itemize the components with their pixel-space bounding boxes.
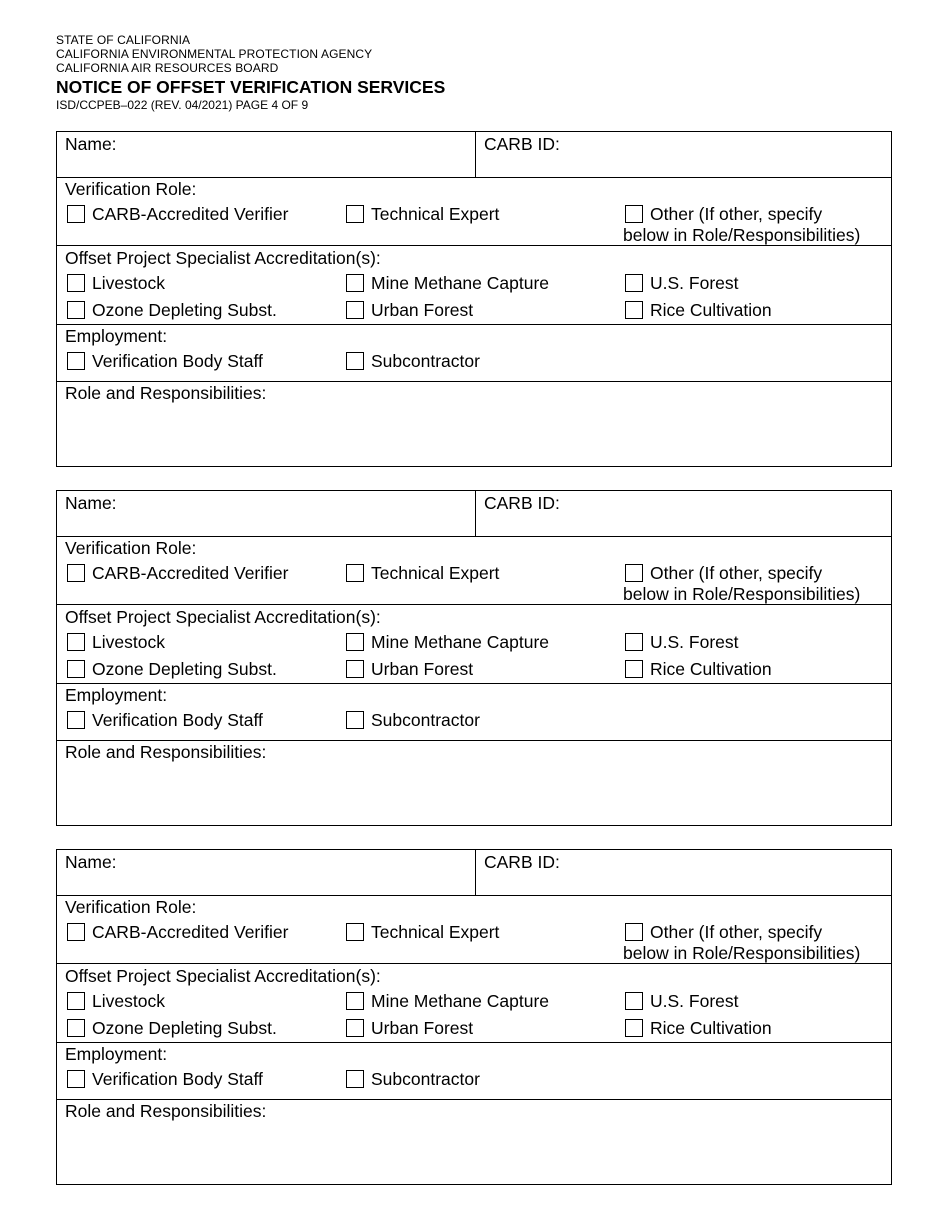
carb-id-field[interactable] [476,850,891,895]
checkbox-box[interactable] [625,1019,643,1037]
carb-id-label: CARB ID: [484,852,560,872]
accreditation-row [57,605,891,684]
verifier-entry [56,131,892,467]
checkbox-label: Ozone Depleting Subst. [92,300,277,320]
checkbox-box[interactable] [67,923,85,941]
checkbox-label: Rice Cultivation [650,300,772,320]
checkbox-label: Ozone Depleting Subst. [92,659,277,679]
checkbox-label: Verification Body Staff [92,710,263,730]
checkbox-label: CARB-Accredited Verifier [92,204,289,224]
agency-line: CALIFORNIA ENVIRONMENTAL PROTECTION AGENCY [56,47,373,61]
checkbox-label: Mine Methane Capture [371,273,550,293]
checkbox-box[interactable] [67,711,85,729]
checkbox-box[interactable] [67,205,85,223]
checkbox-box[interactable] [625,633,643,651]
verification-role-row [57,178,891,246]
checkbox-label: Verification Body Staff [92,351,263,371]
checkbox-label: U.S. Forest [650,273,739,293]
form-number: ISD/CCPEB–022 (REV. 04/2021) PAGE 4 OF 9 [56,98,309,112]
verifier-entry [56,849,892,1185]
employment-label: Employment: [65,1044,168,1064]
checkbox-box[interactable] [625,205,643,223]
checkbox-box[interactable] [346,1070,364,1088]
role-responsibilities-field[interactable] [57,382,891,468]
checkbox-box[interactable] [625,274,643,292]
checkbox-label: Urban Forest [371,300,474,320]
checkbox-label: Subcontractor [371,1069,480,1089]
verification-role-row [57,537,891,605]
checkbox-label: CARB-Accredited Verifier [92,922,289,942]
name-field[interactable] [57,850,476,895]
verification-role-label: Verification Role: [65,179,197,199]
checkbox-label: Urban Forest [371,1018,474,1038]
employment-row [57,1043,891,1100]
checkbox-box[interactable] [625,564,643,582]
checkbox-box[interactable] [346,301,364,319]
employment-label: Employment: [65,685,168,705]
checkbox-label: U.S. Forest [650,632,739,652]
checkbox-label: Verification Body Staff [92,1069,263,1089]
form-header [56,33,445,112]
checkbox-label: Livestock [92,273,165,293]
checkbox-label: Ozone Depleting Subst. [92,1018,277,1038]
name-label: Name: [65,134,117,154]
carb-id-field[interactable] [476,132,891,177]
carb-id-field[interactable] [476,491,891,536]
name-label: Name: [65,493,117,513]
role-responsibilities-label: Role and Responsibilities: [65,1101,267,1121]
checkbox-label: Subcontractor [371,351,480,371]
accreditation-row [57,964,891,1043]
checkbox-box[interactable] [67,564,85,582]
checkbox-label: Subcontractor [371,710,480,730]
accreditation-label: Offset Project Specialist Accreditation(s): [65,607,381,627]
checkbox-label: Mine Methane Capture [371,991,550,1011]
name-field[interactable] [57,491,476,536]
checkbox-box[interactable] [346,660,364,678]
checkbox-box[interactable] [625,301,643,319]
checkbox-box[interactable] [346,711,364,729]
checkbox-box[interactable] [67,660,85,678]
checkbox-label: CARB-Accredited Verifier [92,563,289,583]
role-responsibilities-field[interactable] [57,1100,891,1186]
checkbox-box[interactable] [625,660,643,678]
checkbox-label-line2: below in Role/Responsibilities) [623,943,861,963]
checkbox-box[interactable] [346,205,364,223]
state-line: STATE OF CALIFORNIA [56,33,191,47]
role-responsibilities-field[interactable] [57,741,891,827]
carb-id-label: CARB ID: [484,134,560,154]
accreditation-row [57,246,891,325]
checkbox-label: Mine Methane Capture [371,632,550,652]
checkbox-box[interactable] [67,274,85,292]
board-line: CALIFORNIA AIR RESOURCES BOARD [56,61,279,75]
checkbox-label-line2: below in Role/Responsibilities) [623,584,861,604]
checkbox-box[interactable] [346,633,364,651]
checkbox-label: Livestock [92,991,165,1011]
checkbox-label: Urban Forest [371,659,474,679]
verification-role-label: Verification Role: [65,897,197,917]
checkbox-label: Rice Cultivation [650,659,772,679]
name-row [57,491,891,537]
checkbox-box[interactable] [346,564,364,582]
checkbox-box[interactable] [346,1019,364,1037]
checkbox-box[interactable] [67,352,85,370]
checkbox-box[interactable] [67,633,85,651]
checkbox-label: U.S. Forest [650,991,739,1011]
checkbox-label: Livestock [92,632,165,652]
checkbox-label: Technical Expert [371,922,500,942]
carb-id-label: CARB ID: [484,493,560,513]
checkbox-box[interactable] [625,923,643,941]
checkbox-label: Other (If other, specify [650,922,823,942]
form-title: NOTICE OF OFFSET VERIFICATION SERVICES [56,77,446,97]
checkbox-box[interactable] [346,923,364,941]
checkbox-label: Other (If other, specify [650,563,823,583]
employment-row [57,684,891,741]
name-label: Name: [65,852,117,872]
checkbox-label: Other (If other, specify [650,204,823,224]
checkbox-box[interactable] [346,274,364,292]
checkbox-label: Technical Expert [371,563,500,583]
checkbox-label: Rice Cultivation [650,1018,772,1038]
role-responsibilities-label: Role and Responsibilities: [65,742,267,762]
verification-role-row [57,896,891,964]
verification-role-label: Verification Role: [65,538,197,558]
checkbox-box[interactable] [625,992,643,1010]
name-field[interactable] [57,132,476,177]
employment-row [57,325,891,382]
role-responsibilities-label: Role and Responsibilities: [65,383,267,403]
accreditation-label: Offset Project Specialist Accreditation(s): [65,248,381,268]
checkbox-box[interactable] [67,301,85,319]
name-row [57,132,891,178]
employment-label: Employment: [65,326,168,346]
checkbox-label-line2: below in Role/Responsibilities) [623,225,861,245]
checkbox-label: Technical Expert [371,204,500,224]
checkbox-box[interactable] [67,1070,85,1088]
name-row [57,850,891,896]
accreditation-label: Offset Project Specialist Accreditation(s): [65,966,381,986]
checkbox-box[interactable] [346,352,364,370]
checkbox-box[interactable] [67,1019,85,1037]
checkbox-box[interactable] [346,992,364,1010]
checkbox-box[interactable] [67,992,85,1010]
verifier-entry [56,490,892,826]
